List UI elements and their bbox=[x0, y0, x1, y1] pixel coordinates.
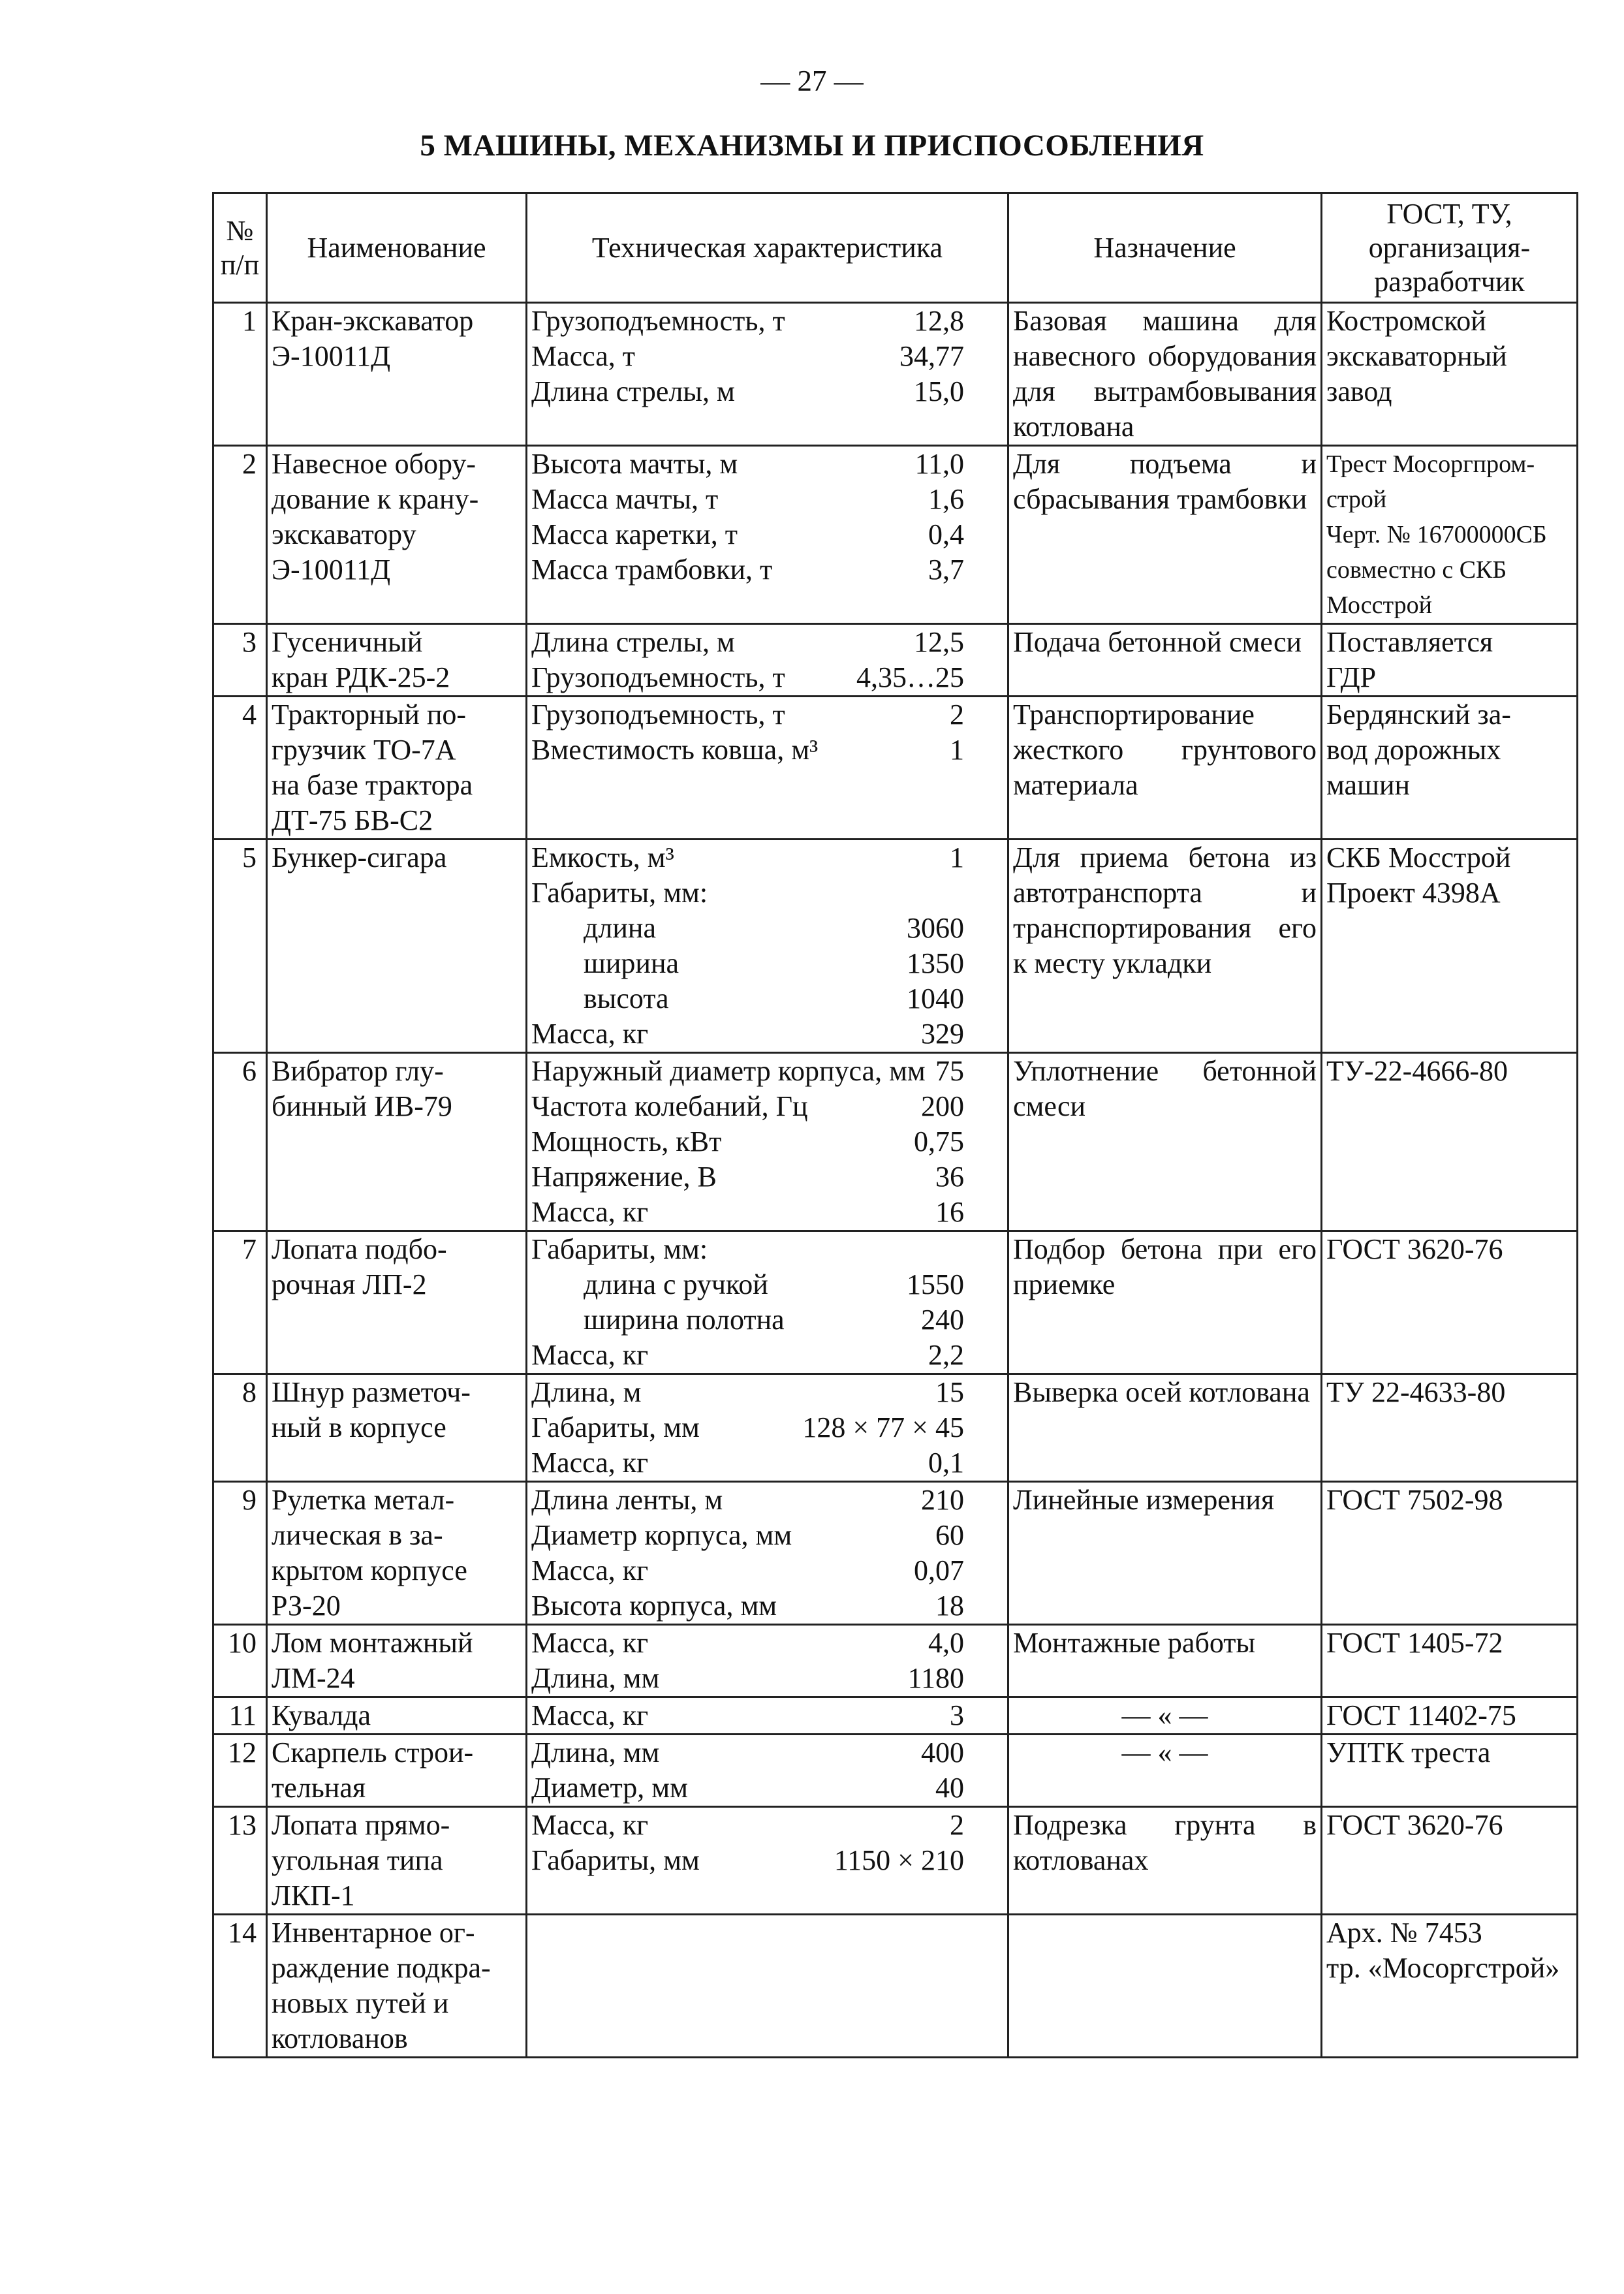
purpose-cell: Для приема бетона из автотранспорта и транспортирования его к месту укладки bbox=[1008, 840, 1322, 1053]
spec-key: Масса, кг bbox=[531, 1809, 649, 1841]
name-cell bbox=[267, 1231, 527, 1374]
spec-row bbox=[531, 1588, 1003, 1624]
name-cell bbox=[267, 624, 527, 697]
header-spec: Техническая характеристика bbox=[527, 193, 1008, 303]
row-number-cell bbox=[213, 1374, 267, 1482]
spec-key: Масса, кг bbox=[531, 1699, 649, 1731]
row-number: 6 bbox=[242, 1055, 257, 1087]
spec-key: Длина, мм bbox=[531, 1662, 660, 1694]
spec-value: 200 bbox=[921, 1090, 964, 1122]
gost-line: Поставляется bbox=[1326, 626, 1493, 658]
spec-row bbox=[531, 1445, 1003, 1481]
row-number: 3 bbox=[242, 626, 257, 658]
row-number-cell bbox=[213, 1625, 267, 1697]
spec-value: 3,7 bbox=[928, 554, 964, 586]
name-cell bbox=[267, 840, 527, 1053]
name-line: крытом корпусе bbox=[272, 1554, 467, 1586]
machines-table bbox=[212, 192, 1578, 2058]
spec-key: Масса трамбовки, т bbox=[531, 554, 773, 586]
table-row bbox=[213, 1231, 1578, 1374]
name-line: угольная типа bbox=[272, 1844, 443, 1876]
gost-cell bbox=[1322, 1735, 1578, 1807]
name-line: тельная bbox=[272, 1772, 366, 1804]
spec-key: Масса, кг bbox=[531, 1339, 649, 1371]
spec-value: 329 bbox=[921, 1018, 964, 1050]
spec-key: Масса, кг bbox=[531, 1627, 649, 1659]
spec-cell bbox=[527, 697, 1008, 840]
spec-value: 1 bbox=[950, 734, 964, 766]
name-line: Э-10011Д bbox=[272, 340, 391, 372]
spec-value: 2 bbox=[950, 699, 964, 731]
row-number-cell bbox=[213, 1735, 267, 1807]
row-number-cell bbox=[213, 840, 267, 1053]
spec-row bbox=[531, 1735, 1003, 1770]
gost-line: Мосстрой bbox=[1326, 591, 1432, 619]
gost-cell bbox=[1322, 1374, 1578, 1482]
spec-cell bbox=[527, 840, 1008, 1053]
spec-key: Длина стрелы, м bbox=[531, 375, 735, 407]
spec-key: высота bbox=[584, 982, 669, 1014]
name-line: лическая в за- bbox=[272, 1519, 443, 1551]
gost-cell bbox=[1322, 1807, 1578, 1915]
spec-key: Масса, кг bbox=[531, 1018, 649, 1050]
spec-value: 210 bbox=[921, 1484, 964, 1516]
purpose-cell: Подача бетонной смеси bbox=[1008, 624, 1322, 697]
purpose-cell bbox=[1008, 1915, 1322, 2058]
spec-row bbox=[531, 339, 1003, 374]
spec-key: Габариты, мм bbox=[531, 1411, 700, 1443]
spec-value: 3060 bbox=[907, 912, 964, 944]
gost-line: ГОСТ 1405-72 bbox=[1326, 1627, 1503, 1659]
spec-row bbox=[531, 447, 1003, 482]
spec-value: 12,5 bbox=[914, 626, 964, 658]
spec-value: 1550 bbox=[907, 1268, 964, 1300]
gost-line: строй bbox=[1326, 486, 1387, 513]
table-row bbox=[213, 1482, 1578, 1625]
name-line: Лопата подбо- bbox=[272, 1233, 447, 1265]
name-line: Инвентарное ог- bbox=[272, 1917, 475, 1949]
gost-line: Черт. № 16700000СБ bbox=[1326, 521, 1547, 548]
name-line: раждение подкра- bbox=[272, 1952, 491, 1984]
row-number: 14 bbox=[228, 1917, 257, 1949]
table-row bbox=[213, 1625, 1578, 1697]
table-row bbox=[213, 1915, 1578, 2058]
spec-key: Длина, мм bbox=[531, 1736, 660, 1768]
gost-line: Арх. № 7453 bbox=[1326, 1917, 1482, 1949]
spec-key: Высота мачты, м bbox=[531, 448, 738, 480]
spec-key: Масса каретки, т bbox=[531, 518, 738, 550]
spec-row bbox=[531, 911, 1003, 946]
spec-value: 1150 × 210 bbox=[834, 1844, 964, 1876]
name-cell bbox=[267, 1053, 527, 1231]
spec-key: Диаметр, мм bbox=[531, 1772, 688, 1804]
spec-value bbox=[964, 1232, 1003, 1267]
spec-key: Габариты, мм bbox=[531, 1844, 700, 1876]
row-number: 1 bbox=[242, 305, 257, 337]
name-line: Лопата прямо- bbox=[272, 1809, 450, 1841]
spec-row bbox=[531, 1483, 1003, 1518]
table-row bbox=[213, 1053, 1578, 1231]
spec-cell bbox=[527, 1482, 1008, 1625]
spec-row bbox=[531, 1626, 1003, 1661]
gost-line: СКБ Мосстрой bbox=[1326, 841, 1511, 873]
purpose-cell: Подбор бетона при его приемке bbox=[1008, 1231, 1322, 1374]
spec-key: Длина, м bbox=[531, 1376, 642, 1408]
spec-key: Масса мачты, т bbox=[531, 483, 719, 515]
spec-row bbox=[531, 660, 1003, 695]
row-number-cell bbox=[213, 1915, 267, 2058]
spec-key: длина bbox=[584, 912, 656, 944]
spec-cell bbox=[527, 446, 1008, 624]
spec-row bbox=[531, 1808, 1003, 1843]
name-cell bbox=[267, 1735, 527, 1807]
gost-line: ТУ 22-4633-80 bbox=[1326, 1376, 1506, 1408]
spec-value: 240 bbox=[921, 1304, 964, 1336]
name-line: новых путей и bbox=[272, 1987, 449, 2019]
row-number: 9 bbox=[242, 1484, 257, 1516]
spec-value: 18 bbox=[935, 1590, 964, 1622]
row-number: 10 bbox=[228, 1627, 257, 1659]
purpose-cell: Базовая машина для навесного оборудования для вытрамбовывания котлована bbox=[1008, 303, 1322, 446]
table-body bbox=[213, 303, 1578, 2058]
purpose-cell: Уплотнение бетонной смеси bbox=[1008, 1053, 1322, 1231]
row-number-cell bbox=[213, 1053, 267, 1231]
spec-key: Диаметр корпуса, мм bbox=[531, 1519, 792, 1551]
name-line: кран РДК-25-2 bbox=[272, 661, 450, 693]
name-line: Рулетка метал- bbox=[272, 1484, 455, 1516]
row-number-cell bbox=[213, 1807, 267, 1915]
spec-value: 3 bbox=[950, 1699, 964, 1731]
purpose-cell: Транспортирование жесткого грунтового материала bbox=[1008, 697, 1322, 840]
purpose-cell: Монтажные работы bbox=[1008, 1625, 1322, 1697]
spec-value: 4,0 bbox=[928, 1627, 964, 1659]
spec-key: Длина ленты, м bbox=[531, 1484, 723, 1516]
name-cell bbox=[267, 1482, 527, 1625]
spec-key: ширина полотна bbox=[584, 1304, 785, 1336]
spec-key: Емкость, м³ bbox=[531, 841, 674, 873]
name-line: котлованов bbox=[272, 2022, 408, 2054]
spec-row bbox=[531, 1089, 1003, 1124]
spec-value: 0,07 bbox=[914, 1554, 964, 1586]
spec-value: 60 bbox=[935, 1519, 964, 1551]
row-number: 7 bbox=[242, 1233, 257, 1265]
spec-value: 0,4 bbox=[928, 518, 964, 550]
name-cell bbox=[267, 697, 527, 840]
spec-cell bbox=[527, 624, 1008, 697]
row-number-cell bbox=[213, 697, 267, 840]
row-number: 4 bbox=[242, 699, 257, 731]
spec-row bbox=[531, 1159, 1003, 1195]
spec-value: 0,75 bbox=[914, 1125, 964, 1157]
row-number-cell bbox=[213, 446, 267, 624]
gost-line: тр. «Мосоргстрой» bbox=[1326, 1952, 1560, 1984]
row-number-cell bbox=[213, 303, 267, 446]
spec-row bbox=[531, 840, 1003, 875]
spec-value: 1040 bbox=[907, 982, 964, 1014]
name-line: на базе трактора bbox=[272, 769, 473, 801]
spec-key: Мощность, кВт bbox=[531, 1125, 722, 1157]
spec-row bbox=[531, 697, 1003, 732]
gost-cell bbox=[1322, 446, 1578, 624]
spec-key: Грузоподъемность, т bbox=[531, 661, 785, 693]
purpose-cell: Выверка осей котлована bbox=[1008, 1374, 1322, 1482]
spec-value: 2 bbox=[950, 1809, 964, 1841]
spec-cell bbox=[527, 1807, 1008, 1915]
name-line: Шнур разметоч- bbox=[272, 1376, 471, 1408]
spec-value: 4,35…25 bbox=[856, 661, 964, 693]
spec-value: 400 bbox=[921, 1736, 964, 1768]
header-num: № п/п bbox=[213, 193, 267, 303]
spec-row bbox=[531, 1553, 1003, 1588]
table-row bbox=[213, 303, 1578, 446]
name-line: рочная ЛП-2 bbox=[272, 1268, 427, 1300]
name-line: Гусеничный bbox=[272, 626, 423, 658]
spec-cell bbox=[527, 1625, 1008, 1697]
name-line: Кран-экскаватор bbox=[272, 305, 474, 337]
name-cell bbox=[267, 1915, 527, 2058]
spec-row bbox=[531, 552, 1003, 588]
spec-row bbox=[531, 1410, 1003, 1445]
gost-line: машин bbox=[1326, 769, 1411, 801]
name-cell bbox=[267, 303, 527, 446]
spec-cell bbox=[527, 303, 1008, 446]
spec-key: Наружный диаметр корпуса, мм bbox=[531, 1055, 926, 1087]
spec-key: Масса, кг bbox=[531, 1196, 649, 1228]
table-row bbox=[213, 1735, 1578, 1807]
spec-row bbox=[531, 1054, 1003, 1089]
gost-cell bbox=[1322, 840, 1578, 1053]
name-cell bbox=[267, 1625, 527, 1697]
name-cell bbox=[267, 1697, 527, 1735]
gost-cell bbox=[1322, 1231, 1578, 1374]
spec-value: 16 bbox=[935, 1196, 964, 1228]
name-line: Э-10011Д bbox=[272, 554, 391, 586]
gost-cell bbox=[1322, 1625, 1578, 1697]
spec-key: Частота колебаний, Гц bbox=[531, 1090, 808, 1122]
spec-row bbox=[531, 1124, 1003, 1159]
spec-value: 15,0 bbox=[914, 375, 964, 407]
gost-line: ГОСТ 3620-76 bbox=[1326, 1233, 1503, 1265]
name-line: ЛМ-24 bbox=[272, 1662, 355, 1694]
name-line: Лом монтажный bbox=[272, 1627, 473, 1659]
spec-row bbox=[531, 1518, 1003, 1553]
gost-line: Трест Мосоргпром- bbox=[1326, 450, 1535, 478]
gost-cell bbox=[1322, 1697, 1578, 1735]
gost-cell bbox=[1322, 624, 1578, 697]
gost-line: экскаваторный bbox=[1326, 340, 1507, 372]
spec-key: Масса, кг bbox=[531, 1447, 649, 1479]
table-row bbox=[213, 697, 1578, 840]
spec-row bbox=[531, 1338, 1003, 1373]
spec-key: Масса, т bbox=[531, 340, 636, 372]
purpose-cell: Подрезка грунта в котлованах bbox=[1008, 1807, 1322, 1915]
spec-value: 1180 bbox=[907, 1662, 964, 1694]
purpose-cell: — « — bbox=[1008, 1697, 1322, 1735]
name-line: Вибратор глу- bbox=[272, 1055, 444, 1087]
table-header-row bbox=[213, 193, 1578, 303]
header-name: Наименование bbox=[267, 193, 527, 303]
purpose-cell: Линейные измерения bbox=[1008, 1482, 1322, 1625]
spec-key: Габариты, мм: bbox=[531, 877, 708, 909]
gost-line: ГДР bbox=[1326, 661, 1377, 693]
spec-row bbox=[531, 374, 1003, 409]
name-cell bbox=[267, 1374, 527, 1482]
spec-value: 36 bbox=[935, 1161, 964, 1193]
gost-line: совместно с СКБ bbox=[1326, 556, 1507, 584]
gost-line: завод bbox=[1326, 375, 1392, 407]
spec-row bbox=[531, 1195, 1003, 1230]
gost-line: вод дорожных bbox=[1326, 734, 1501, 766]
spec-cell bbox=[527, 1374, 1008, 1482]
spec-key: ширина bbox=[584, 947, 679, 979]
spec-row bbox=[531, 482, 1003, 517]
purpose-cell: — « — bbox=[1008, 1735, 1322, 1807]
row-number: 8 bbox=[242, 1376, 257, 1408]
section-title: 5 МАШИНЫ, МЕХАНИЗМЫ И ПРИСПОСОБЛЕНИЯ bbox=[420, 129, 1204, 163]
spec-value: 1350 bbox=[907, 947, 964, 979]
table-row bbox=[213, 840, 1578, 1053]
gost-line: ТУ-22-4666-80 bbox=[1326, 1055, 1508, 1087]
row-number: 12 bbox=[228, 1736, 257, 1768]
name-line: бинный ИВ-79 bbox=[272, 1090, 452, 1122]
row-number: 11 bbox=[228, 1699, 257, 1731]
name-cell bbox=[267, 1807, 527, 1915]
gost-cell bbox=[1322, 1915, 1578, 2058]
name-line: РЗ-20 bbox=[272, 1590, 341, 1622]
spec-key: Масса, кг bbox=[531, 1554, 649, 1586]
spec-row bbox=[531, 304, 1003, 339]
gost-line: ГОСТ 3620-76 bbox=[1326, 1809, 1503, 1841]
spec-row bbox=[531, 981, 1003, 1016]
header-purpose: Назначение bbox=[1008, 193, 1322, 303]
gost-line: ГОСТ 7502-98 bbox=[1326, 1484, 1503, 1516]
spec-cell bbox=[527, 1697, 1008, 1735]
spec-value: 40 bbox=[935, 1772, 964, 1804]
spec-key: Напряжение, В bbox=[531, 1161, 717, 1193]
spec-key: Грузоподъемность, т bbox=[531, 699, 785, 731]
spec-row bbox=[531, 1375, 1003, 1410]
name-line: Кувалда bbox=[272, 1699, 371, 1731]
spec-key: длина с ручкой bbox=[584, 1268, 768, 1300]
table-row bbox=[213, 1807, 1578, 1915]
name-line: ный в корпусе bbox=[272, 1411, 446, 1443]
spec-row bbox=[531, 517, 1003, 552]
spec-value: 2,2 bbox=[928, 1339, 964, 1371]
name-line: Бункер-сигара bbox=[272, 841, 447, 873]
name-cell bbox=[267, 446, 527, 624]
spec-row bbox=[531, 946, 1003, 981]
spec-row bbox=[531, 1302, 1003, 1338]
name-line: Тракторный по- bbox=[272, 699, 467, 731]
table-row bbox=[213, 446, 1578, 624]
purpose-cell: Для подъема и сбрасывания трамбовки bbox=[1008, 446, 1322, 624]
spec-key: Высота корпуса, мм bbox=[531, 1590, 777, 1622]
spec-key: Габариты, мм: bbox=[531, 1233, 708, 1265]
row-number-cell bbox=[213, 624, 267, 697]
gost-line: Проект 4398А bbox=[1326, 877, 1501, 909]
spec-key: Грузоподъемность, т bbox=[531, 305, 785, 337]
spec-row bbox=[531, 1267, 1003, 1302]
spec-row bbox=[531, 1770, 1003, 1806]
spec-row bbox=[531, 1698, 1003, 1733]
spec-value: 1,6 bbox=[928, 483, 964, 515]
spec-value: 15 bbox=[935, 1376, 964, 1408]
spec-row bbox=[531, 1843, 1003, 1878]
spec-key: Вместимость ковша, м³ bbox=[531, 734, 819, 766]
gost-cell bbox=[1322, 697, 1578, 840]
gost-line: Костромской bbox=[1326, 305, 1486, 337]
spec-value: 75 bbox=[935, 1055, 964, 1087]
spec-row bbox=[531, 1016, 1003, 1052]
spec-cell bbox=[527, 1735, 1008, 1807]
row-number-cell bbox=[213, 1697, 267, 1735]
spec-key: Длина стрелы, м bbox=[531, 626, 735, 658]
spec-value: 0,1 bbox=[928, 1447, 964, 1479]
row-number-cell bbox=[213, 1231, 267, 1374]
table-row bbox=[213, 1697, 1578, 1735]
row-number: 5 bbox=[242, 841, 257, 873]
spec-value: 11,0 bbox=[914, 448, 964, 480]
spec-value bbox=[964, 875, 1003, 911]
name-line: грузчик ТО-7А bbox=[272, 734, 456, 766]
spec-value: 12,8 bbox=[914, 305, 964, 337]
spec-cell bbox=[527, 1231, 1008, 1374]
spec-value: 128 × 77 × 45 bbox=[802, 1411, 964, 1443]
row-number: 2 bbox=[242, 448, 257, 480]
spec-row bbox=[531, 1232, 1003, 1267]
table-row bbox=[213, 1374, 1578, 1482]
page-number: — 27 — bbox=[760, 65, 864, 97]
name-line: ЛКП-1 bbox=[272, 1879, 355, 1911]
spec-cell bbox=[527, 1053, 1008, 1231]
spec-row bbox=[531, 732, 1003, 768]
gost-line: ГОСТ 11402-75 bbox=[1326, 1699, 1516, 1731]
gost-cell bbox=[1322, 1482, 1578, 1625]
spec-value: 1 bbox=[950, 841, 964, 873]
name-line: ДТ-75 БВ-С2 bbox=[272, 804, 433, 836]
name-line: Навесное обору- bbox=[272, 448, 476, 480]
table-row bbox=[213, 624, 1578, 697]
row-number-cell bbox=[213, 1482, 267, 1625]
name-line: дование к крану- bbox=[272, 483, 479, 515]
gost-line: УПТК треста bbox=[1326, 1736, 1491, 1768]
gost-line: Бердянский за- bbox=[1326, 699, 1511, 731]
header-gost: ГОСТ, ТУ, организация-разработчик bbox=[1322, 193, 1578, 303]
row-number: 13 bbox=[228, 1809, 257, 1841]
spec-cell bbox=[527, 1915, 1008, 2058]
spec-value: 34,77 bbox=[899, 340, 964, 372]
spec-row bbox=[531, 1661, 1003, 1696]
name-line: Скарпель строи- bbox=[272, 1736, 474, 1768]
name-line: экскаватору bbox=[272, 518, 416, 550]
gost-cell bbox=[1322, 303, 1578, 446]
spec-row bbox=[531, 625, 1003, 660]
spec-row bbox=[531, 875, 1003, 911]
gost-cell bbox=[1322, 1053, 1578, 1231]
